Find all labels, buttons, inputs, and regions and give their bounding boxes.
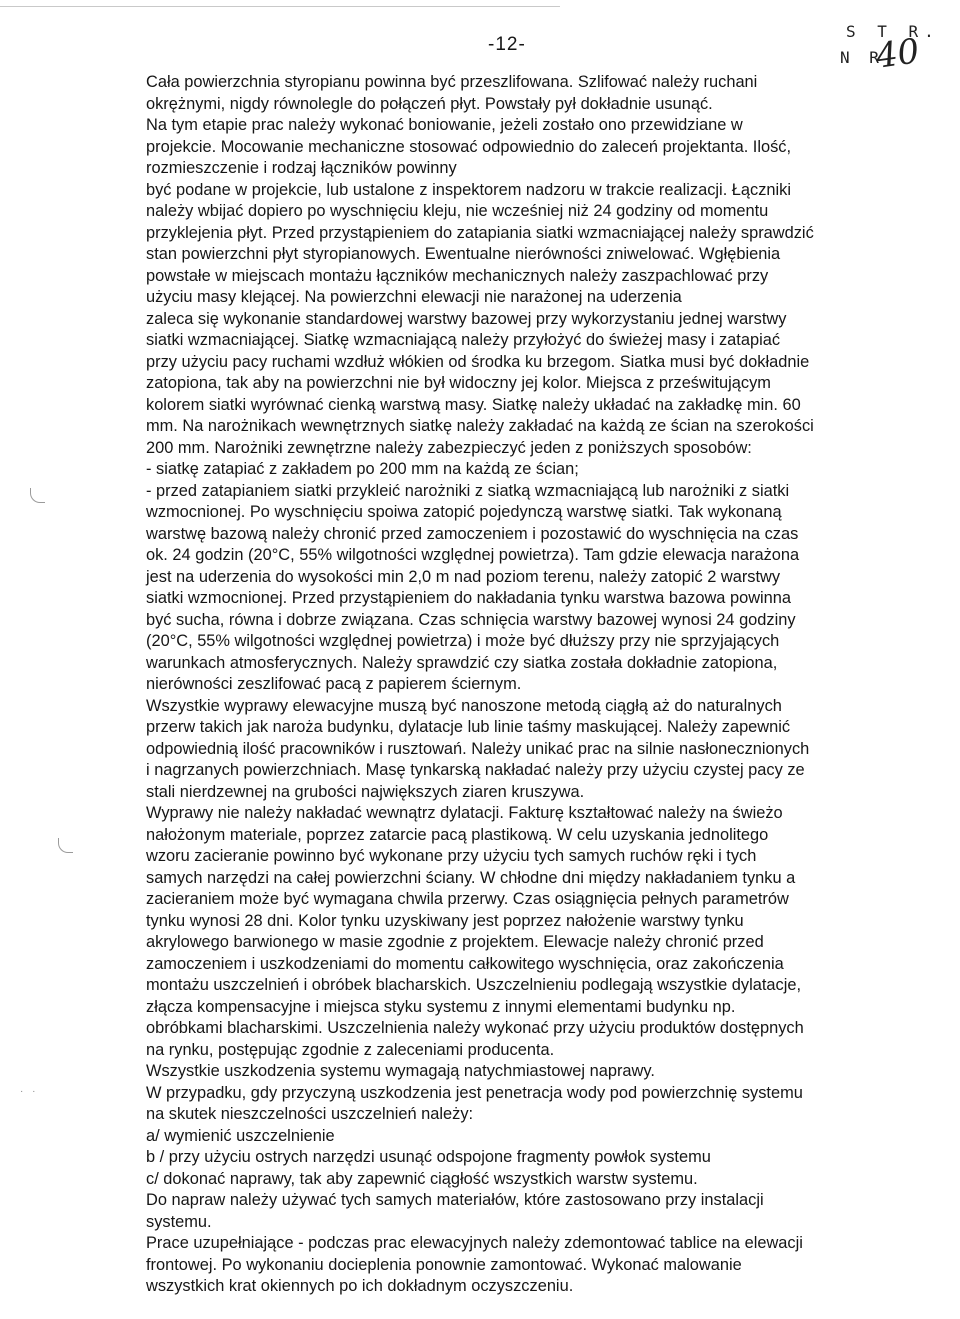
text-line: samych narzędzi na całej powierzchni ściany. W chłodne dni między nakładaniem tynku a	[146, 868, 936, 890]
text-line: stan powierzchni płyt styropianowych. Ewentualne nierówności zniwelować. Wgłębienia	[146, 244, 936, 266]
text-line: b / przy użyciu ostrych narzędzi usunąć odspojone fragmenty powłok systemu	[146, 1147, 936, 1169]
text-line: użyciu masy klejącej. Na powierzchni elewacji nie narażonej na uderzenia	[146, 287, 936, 309]
text-line: Cała powierzchnia styropianu powinna być przeszlifowana. Szlifować należy ruchani	[146, 72, 936, 94]
text-line: Do napraw należy używać tych samych materiałów, które zastosowano przy instalacji	[146, 1190, 936, 1212]
stamp-line-1: S T R.	[846, 22, 940, 41]
text-line: Na tym etapie prac należy wykonać boniowanie, jeżeli zostało ono przewidziane w	[146, 115, 936, 137]
text-line: przy użyciu pacy ruchami wzdłuż włókien od środka ku brzegom. Siatka musi być dokładnie	[146, 352, 936, 374]
text-line: wzmocnionej. Po wyschnięciu spoiwa zatopić pojedynczą warstwę siatki. Tak wykonaną	[146, 502, 936, 524]
text-line: akrylowego barwionego w masie zgodnie z projektem. Elewacje należy chronić przed	[146, 932, 936, 954]
margin-dots: · ·	[20, 1086, 38, 1097]
text-line: Wszystkie uszkodzenia systemu wymagają natychmiastowej naprawy.	[146, 1061, 936, 1083]
body-text	[146, 72, 936, 1319]
text-line: nierówności zeszlifować pacą z papierem ściernym.	[146, 674, 936, 696]
text-line: warunkach atmosferycznych. Należy sprawdzić czy siatka została dokładnie zatopiona,	[146, 653, 936, 675]
text-line: okrężnymi, nigdy równolegle do połączeń płyt. Powstały pył dokładnie usunąć.	[146, 94, 936, 116]
text-line: - siatkę zatapiać z zakładem po 200 mm na każdą ze ścian;	[146, 459, 936, 481]
text-line: powstałe w miejscach montażu łączników mechanicznych należy zaszpachlować przy	[146, 266, 936, 288]
text-line: siatki wzmacniającej. Siatkę wzmacniającą należy przyłożyć do świeżej masy i zatapiać	[146, 330, 936, 352]
stamp-line-2: N R	[840, 48, 884, 67]
text-line: i nagrzanych powierzchniach. Masę tynkarską nakładać należy przy użyciu czystej pacy ze	[146, 760, 936, 782]
text-line: na skutek nieszczelności uszczelnień należy:	[146, 1104, 936, 1126]
text-line: wzoru zacieranie powinno być wykonane przy użyciu tych samych ruchów ręki i tych	[146, 846, 936, 868]
text-line: warstwę bazową należy chronić przed zamoczeniem i pozostawić do wyschnięcia na czas	[146, 524, 936, 546]
margin-mark	[30, 488, 45, 503]
text-line: być podane w projekcie, lub ustalone z inspektorem nadzoru w trakcie realizacji. Łączniki	[146, 180, 936, 202]
text-line	[146, 1298, 936, 1319]
text-line: odpowiednią ilość pracowników i rusztowań. Należy unikać prac na silnie nasłonecznionych	[146, 739, 936, 761]
top-rule	[0, 6, 560, 7]
text-line: (20°C, 55% wilgotności względnej powietrza) i może być dłuższy przy nie sprzyjających	[146, 631, 936, 653]
text-line: zamoczeniem i uszkodzeniami do momentu całkowitego wyschnięcia, oraz zakończenia	[146, 954, 936, 976]
text-line: obróbkami blacharskimi. Uszczelnienia należy wykonać przy użyciu produktów dostępnych	[146, 1018, 936, 1040]
text-line: Wyprawy nie należy nakładać wewnątrz dylatacji. Fakturę kształtować należy na świeżo	[146, 803, 936, 825]
text-line: zaleca się wykonanie standardowej warstwy bazowej przy wykorzystaniu jednej warstwy	[146, 309, 936, 331]
stamp-handwritten-number: 40	[873, 31, 921, 77]
text-line: siatki wzmocnionej. Przed przystąpieniem do nakładania tynku warstwa bazowa powinna	[146, 588, 936, 610]
text-line: 200 mm. Narożniki zewnętrzne należy zabezpieczyć jeden z poniższych sposobów:	[146, 438, 936, 460]
text-line: być sucha, równa i dobrze związana. Czas schnięcia warstwy bazowej wynosi 24 godziny	[146, 610, 936, 632]
text-line: projekcie. Mocowanie mechaniczne stosować odpowiednio do zaleceń projektanta. Ilość,	[146, 137, 936, 159]
text-line: a/ wymienić uszczelnienie	[146, 1126, 936, 1148]
text-line: stali nierdzewnej na grubości największych ziaren kruszywa.	[146, 782, 936, 804]
text-line: tynku wynosi 28 dni. Kolor tynku uzyskiwany jest poprzez nałożenie warstwy tynku	[146, 911, 936, 933]
page-number: -12-	[488, 34, 526, 56]
text-line: złącza kompensacyjne i miejsca styku systemu z innymi elementami budynku np.	[146, 997, 936, 1019]
text-line: frontowej. Po wykonaniu docieplenia ponownie zamontować. Wykonać malowanie	[146, 1255, 936, 1277]
text-line: należy wbijać dopiero po wyschnięciu kleju, nie wcześniej niż 24 godziny od momentu	[146, 201, 936, 223]
text-line: Prace uzupełniające - podczas prac elewacyjnych należy zdemontować tablice na elewacji	[146, 1233, 936, 1255]
text-line: rozmieszczenie i rodzaj łączników powinny	[146, 158, 936, 180]
text-line: nałożonym materiale, poprzez zatarcie pacą plastikową. W celu uzyskania jednolitego	[146, 825, 936, 847]
text-line: przyklejenia płyt. Przed przystąpieniem do zatapiania siatki wzmacniającej należy sprawdzić	[146, 223, 936, 245]
text-line: ok. 24 godzin (20°C, 55% wilgotności względnej powietrza). Tam gdzie elewacja narażona	[146, 545, 936, 567]
text-line: na rynku, postępując zgodnie z zaleceniami producenta.	[146, 1040, 936, 1062]
text-line: zacieraniem może być wymagana chwila przerwy. Czas osiągnięcia pełnych parametrów	[146, 889, 936, 911]
text-line: systemu.	[146, 1212, 936, 1234]
text-line: przerw takich jak naroża budynku, dylatacje lub linie taśmy maskującej. Należy zapewnić	[146, 717, 936, 739]
text-line: Wszystkie wyprawy elewacyjne muszą być nanoszone metodą ciągłą aż do naturalnych	[146, 696, 936, 718]
text-line: wszystkich krat okiennych po ich dokładnym oczyszczeniu.	[146, 1276, 936, 1298]
text-line: jest na uderzenia do wysokości min 2,0 m nad poziom terenu, należy zatopić 2 warstwy	[146, 567, 936, 589]
text-line: montażu uszczelnień i obróbek blacharskich. Uszczelnieniu podlegają wszystkie dylatacje,	[146, 975, 936, 997]
text-line: kolorem siatki wyrównać cienką warstwą masy. Siatkę należy układać na zakładkę min. 60	[146, 395, 936, 417]
margin-mark	[58, 838, 73, 853]
text-line: - przed zatapianiem siatki przykleić narożniki z siatką wzmacniającą lub narożniki z siatki	[146, 481, 936, 503]
text-line: c/ dokonać naprawy, tak aby zapewnić ciągłość wszystkich warstw systemu.	[146, 1169, 936, 1191]
text-line: zatopiona, tak aby na powierzchni nie był widoczny jej kolor. Miejsca z prześwitującym	[146, 373, 936, 395]
text-line: W przypadku, gdy przyczyną uszkodzenia jest penetracja wody pod powierzchnię systemu	[146, 1083, 936, 1105]
text-line: mm. Na narożnikach wewnętrznych siatkę należy zakładać na każdą ze ścian na szerokości	[146, 416, 936, 438]
